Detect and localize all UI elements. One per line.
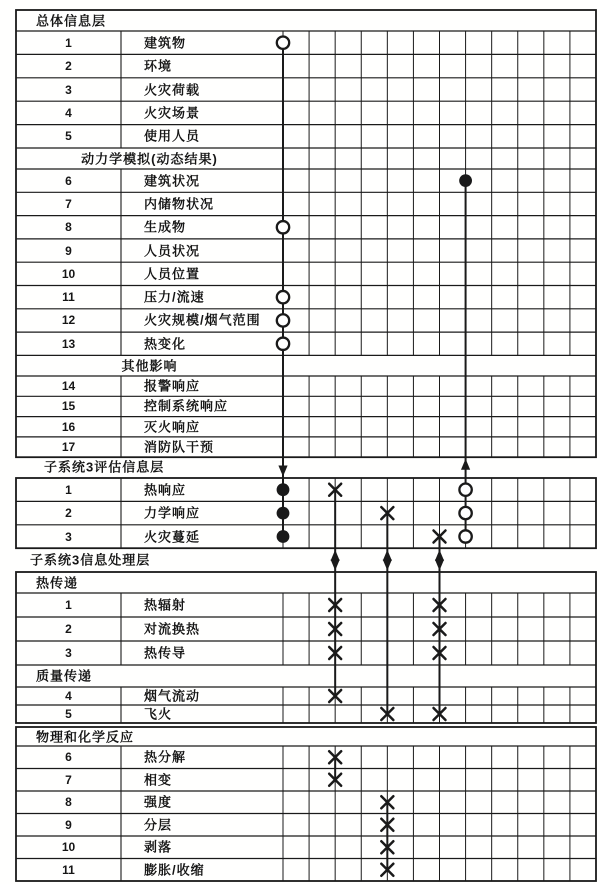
row-number: 3 xyxy=(65,82,72,97)
row-number: 11 xyxy=(62,862,75,877)
row-number: 2 xyxy=(65,59,72,74)
row-number: 3 xyxy=(65,646,72,660)
row-number: 16 xyxy=(61,419,76,434)
row-number: 7 xyxy=(65,196,72,211)
row-label: 人员状况 xyxy=(144,243,201,259)
row-label: 生成物 xyxy=(144,219,187,235)
arrowhead-up-icon xyxy=(435,550,444,561)
row-number: 1 xyxy=(65,598,72,612)
row-label: 控制系统响应 xyxy=(144,398,229,414)
mark-open-circle-icon xyxy=(277,338,289,350)
row-label: 力学响应 xyxy=(144,505,201,521)
row-label: 压力/流速 xyxy=(144,289,205,305)
row-number: 8 xyxy=(65,220,72,235)
row-number: 3 xyxy=(65,529,72,544)
row-label: 环境 xyxy=(144,58,173,74)
row-number: 5 xyxy=(65,707,72,721)
mark-filled-circle-icon xyxy=(459,174,472,187)
table-section-header: 热传递 xyxy=(36,575,79,590)
row-label: 消防队干预 xyxy=(144,439,215,455)
row-label: 火灾荷载 xyxy=(144,82,201,97)
row-number: 9 xyxy=(65,243,72,258)
row-label: 报警响应 xyxy=(144,378,201,394)
row-label: 对流换热 xyxy=(144,621,201,637)
arrowhead-up-icon xyxy=(461,459,470,470)
table-section-header: 动力学模拟(动态结果) xyxy=(81,151,218,166)
mark-open-circle-icon xyxy=(459,530,471,542)
row-label: 热传导 xyxy=(144,645,187,661)
table-section-header: 总体信息层 xyxy=(36,13,107,28)
table-section-header: 其他影响 xyxy=(121,358,178,374)
row-number: 8 xyxy=(65,795,72,810)
mark-filled-circle-icon xyxy=(277,483,290,496)
row-number: 10 xyxy=(61,840,76,855)
row-number: 4 xyxy=(65,689,72,703)
arrowhead-up-icon xyxy=(383,550,392,561)
row-number: 14 xyxy=(61,379,76,394)
row-label: 人员位置 xyxy=(144,266,201,282)
arrowhead-down-icon xyxy=(435,560,444,571)
row-number: 4 xyxy=(65,105,72,120)
row-number: 6 xyxy=(65,173,72,188)
arrowhead-down-icon xyxy=(278,466,287,477)
row-label: 强度 xyxy=(144,794,173,810)
row-label: 烟气流动 xyxy=(144,688,201,704)
row-label: 剥落 xyxy=(144,839,173,855)
row-number: 7 xyxy=(65,772,72,787)
arrowhead-up-icon xyxy=(331,550,340,561)
arrowhead-down-icon xyxy=(383,560,392,571)
row-number: 9 xyxy=(65,817,72,832)
mark-open-circle-icon xyxy=(277,291,289,303)
table-border xyxy=(16,10,596,457)
row-number: 2 xyxy=(65,622,72,636)
table-section-header: 物理和化学反应 xyxy=(36,729,135,744)
section-label-subsystem3-processing: 子系统3信息处理层 xyxy=(30,552,151,568)
row-number: 6 xyxy=(65,750,72,765)
row-label: 热响应 xyxy=(144,482,187,498)
mark-open-circle-icon xyxy=(277,37,289,49)
row-label: 建筑状况 xyxy=(144,173,201,189)
table-section-header: 质量传递 xyxy=(36,668,93,684)
row-label: 内储物状况 xyxy=(144,196,215,212)
mark-open-circle-icon xyxy=(459,484,471,496)
row-number: 11 xyxy=(62,290,75,305)
mark-filled-circle-icon xyxy=(277,530,290,543)
section-label-subsystem3-eval: 子系统3评估信息层 xyxy=(44,459,165,475)
mark-open-circle-icon xyxy=(459,507,471,519)
row-number: 15 xyxy=(61,399,76,414)
row-label: 飞火 xyxy=(144,706,173,722)
row-number: 17 xyxy=(61,440,76,455)
row-label: 分层 xyxy=(144,817,173,833)
arrowhead-down-icon xyxy=(331,560,340,571)
row-label: 热辐射 xyxy=(144,597,187,613)
mark-filled-circle-icon xyxy=(277,507,290,520)
row-number: 1 xyxy=(65,482,72,497)
row-label: 使用人员 xyxy=(144,128,201,144)
row-label: 建筑物 xyxy=(144,35,187,51)
row-number: 10 xyxy=(61,266,76,281)
row-number: 12 xyxy=(61,313,76,328)
row-label: 膨胀/收缩 xyxy=(144,862,205,878)
row-number: 13 xyxy=(61,336,76,351)
row-label: 火灾场景 xyxy=(144,105,201,121)
row-label: 火灾蔓延 xyxy=(144,529,201,544)
table-border xyxy=(16,478,596,548)
row-number: 2 xyxy=(65,506,72,521)
row-label: 火灾规模/烟气范围 xyxy=(144,312,261,328)
row-label: 灭火响应 xyxy=(144,419,201,435)
row-number: 5 xyxy=(65,129,72,144)
row-label: 相变 xyxy=(144,772,173,788)
row-label: 热分解 xyxy=(144,749,187,765)
row-number: 1 xyxy=(65,35,72,50)
mark-open-circle-icon xyxy=(277,314,289,326)
row-label: 热变化 xyxy=(144,336,187,352)
table-border xyxy=(16,572,596,723)
mark-open-circle-icon xyxy=(277,221,289,233)
